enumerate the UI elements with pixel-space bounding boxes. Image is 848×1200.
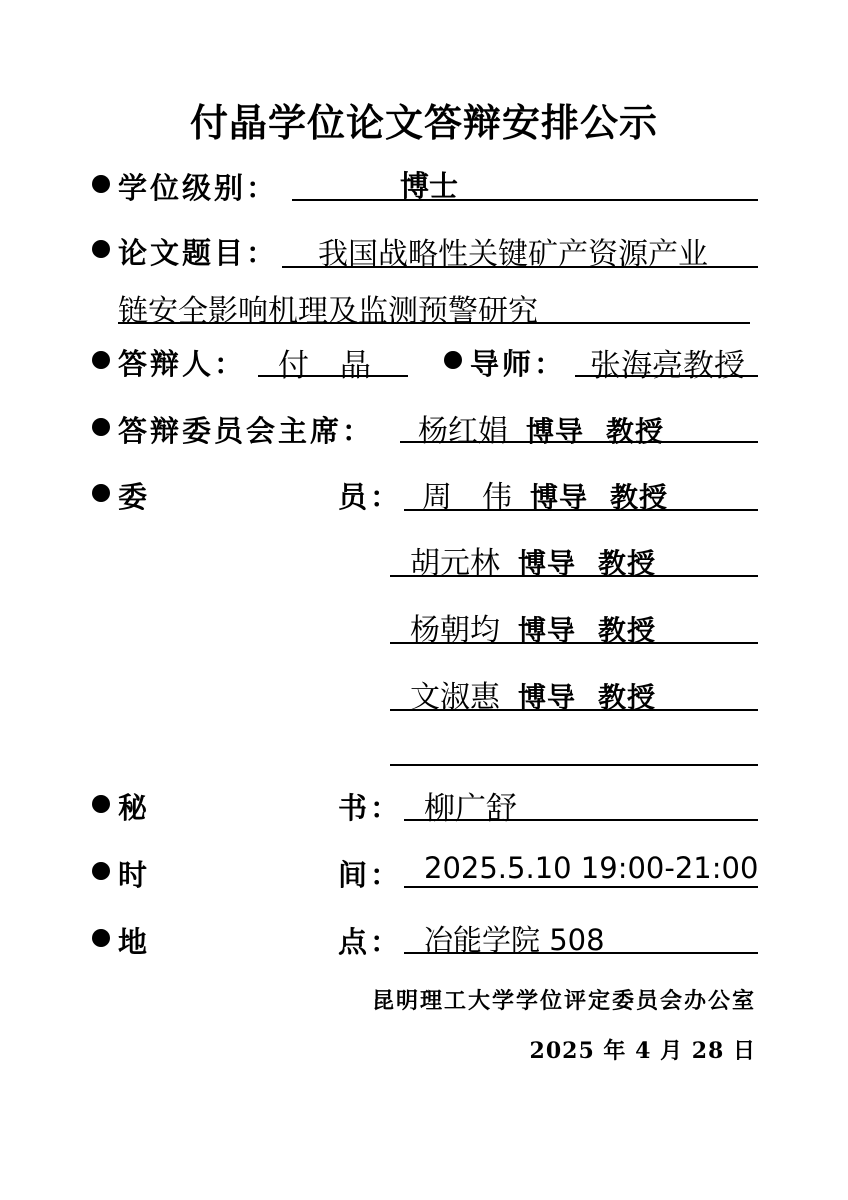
issue-date: 2025 年 4 月 28 日 — [529, 1038, 756, 1064]
member-title-professor: 教授 — [598, 614, 657, 647]
members-label-left: 委 — [118, 480, 151, 514]
degree-value: 博士 — [400, 169, 459, 203]
place-underline — [404, 952, 758, 954]
bullet-icon — [92, 351, 110, 369]
bullet-icon — [92, 484, 110, 502]
degree-label: 学位级别： — [118, 171, 279, 205]
chair-entry — [418, 406, 664, 450]
thesis-underline-2 — [118, 322, 750, 324]
secretary-value: 柳广舒 — [424, 791, 517, 827]
time-underline — [404, 886, 758, 888]
secretary-underline — [404, 819, 758, 821]
thesis-underline-1 — [282, 266, 758, 268]
chair-name: 杨红娟 — [418, 414, 508, 449]
thesis-title-line2: 链安全影响机理及监测预警研究 — [118, 294, 538, 329]
advisor-value: 张海亮教授 — [590, 348, 745, 384]
member-title-professor: 教授 — [610, 481, 669, 514]
chair-label: 答辩委员会主席： — [118, 414, 375, 448]
member-underline — [404, 509, 758, 511]
member-underline — [390, 709, 758, 711]
chair-title-doctoral-supervisor: 博导 — [526, 415, 585, 448]
bullet-icon — [92, 795, 110, 813]
bullet-icon — [92, 240, 110, 258]
time-label-left: 时 — [118, 858, 151, 892]
place-value: 冶能学院 508 — [424, 923, 605, 957]
member-underline — [390, 575, 758, 577]
thesis-label: 论文题目： — [118, 236, 279, 270]
defender-label: 答辩人： — [118, 347, 247, 381]
advisor-label: 导师： — [470, 347, 567, 381]
thesis-title-line1: 我国战略性关键矿产资源产业 — [318, 237, 708, 272]
defender-value: 付 晶 — [278, 348, 371, 384]
member-underline — [390, 642, 758, 644]
secretary-label-left: 秘 — [118, 791, 151, 825]
member-underline-empty — [390, 764, 758, 766]
chair-underline — [400, 441, 758, 443]
member-title-doctoral-supervisor: 博导 — [518, 681, 577, 714]
page-title: 付晶学位论文答辩安排公示 — [189, 101, 658, 145]
bullet-icon — [92, 175, 110, 193]
member-name: 文淑惠 — [410, 680, 500, 715]
chair-title-professor: 教授 — [606, 415, 665, 448]
member-title-professor: 教授 — [598, 547, 657, 580]
place-label-right: 点： — [338, 925, 403, 959]
issuing-office: 昆明理工大学学位评定委员会办公室 — [371, 988, 756, 1014]
member-title-professor: 教授 — [598, 681, 657, 714]
degree-underline — [292, 199, 758, 201]
advisor-underline — [575, 375, 758, 377]
place-label-left: 地 — [118, 925, 151, 959]
bullet-icon — [92, 862, 110, 880]
defender-underline — [258, 375, 408, 377]
member-title-doctoral-supervisor: 博导 — [530, 481, 589, 514]
time-label-right: 间： — [338, 858, 403, 892]
member-name: 杨朝均 — [410, 613, 500, 648]
bullet-icon — [92, 929, 110, 947]
bullet-icon — [92, 418, 110, 436]
member-name: 周 伟 — [422, 480, 512, 515]
member-name: 胡元林 — [410, 546, 500, 581]
secretary-label-right: 书： — [338, 791, 403, 825]
time-value: 2025.5.10 19:00-21:00 — [424, 851, 759, 885]
bullet-icon — [444, 351, 462, 369]
member-title-doctoral-supervisor: 博导 — [518, 547, 577, 580]
member-title-doctoral-supervisor: 博导 — [518, 614, 577, 647]
members-label-right: 员： — [338, 480, 403, 514]
